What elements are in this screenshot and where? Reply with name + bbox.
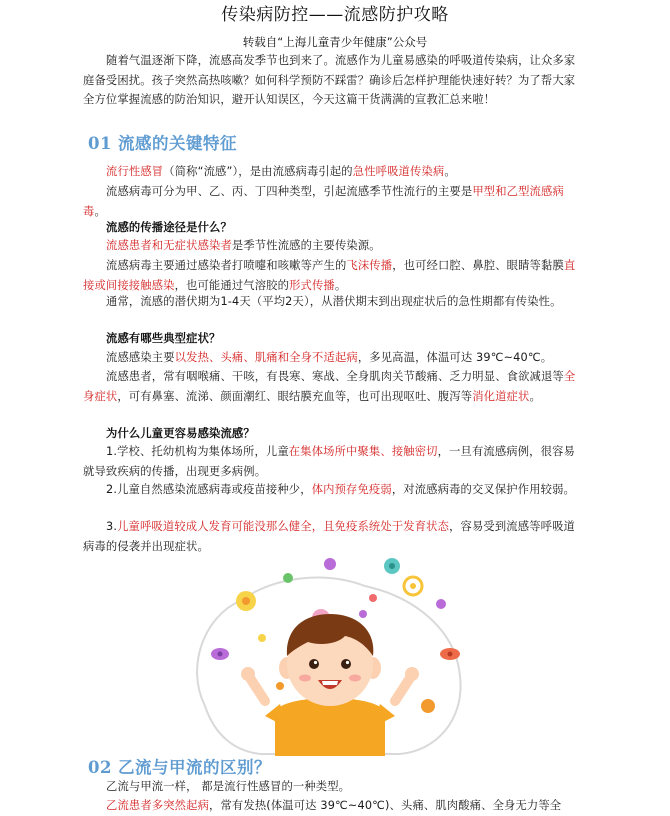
virus-icon bbox=[283, 573, 293, 583]
virus-icon bbox=[369, 594, 377, 602]
paragraph-other-symptoms: 流感患者，常有咽喉痛、干咳，有畏寒、寒战、全身肌肉关节酸痛、乏力明显、食欲减退等全身症状，可有鼻塞、流涕、颜面潮红、眼结膜充血等，也可出现呕吐、腹泻等消化道症状。 bbox=[83, 370, 576, 403]
paragraph-definition: 流行性感冒（简称“流感”），是由流感病毒引起的急性呼吸道传染病。 bbox=[106, 165, 456, 178]
paragraph-transmission: 流感病毒主要通过感染者打喷嚏和咳嗽等产生的飞沫传播，也可经口腔、鼻腔、眼睛等黏膜直接或间接接触感染，也可能通过气溶胶的形式传播。 bbox=[83, 259, 576, 292]
intro-paragraph: 随着气温逐渐下降，流感高发季节也到来了。流感作为儿童易感染的呼吸道传染病，让众多家庭备受困扰。孩子突然高热咳嗽？如何科学预防不踩雷？确诊后怎样护理能快速好转？为了帮大家全方位掌握流感的防治知识，避开认知误区，今天这篇干货满满的宣教汇总来啦！ bbox=[83, 54, 576, 106]
paragraph-source: 流感患者和无症状感染者是季节性流感的主要传染源。 bbox=[106, 239, 381, 252]
question-children: 为什么儿童更容易感染流感？ bbox=[106, 427, 255, 440]
child-with-viruses-illustration bbox=[180, 556, 480, 756]
virus-icon bbox=[440, 648, 460, 660]
paragraph-symptoms: 流感感染主要以发热、头痛、肌痛和全身不适起病，多见高温，体温可达 39℃~40℃。 bbox=[106, 351, 553, 364]
virus-icon bbox=[211, 648, 229, 660]
paragraph-reason-1: 1.学校、托幼机构为集体场所，儿童在集体场所中聚集、接触密切，一旦有流感病例，很容易就导致疾病的传播，出现更多病例。 bbox=[83, 445, 575, 478]
source-line: 转载自“上海儿童青少年健康”公众号 bbox=[242, 35, 428, 49]
virus-icon bbox=[258, 634, 266, 642]
paragraph-incubation: 通常，流感的潜伏期为1-4天（平均2天），从潜伏期末到出现症状后的急性期都有传染性。 bbox=[106, 295, 562, 308]
virus-icon bbox=[421, 699, 435, 713]
virus-icon bbox=[276, 682, 284, 690]
section-heading-2 bbox=[88, 757, 271, 779]
paragraph-reason-3: 3.儿童呼吸道较成人发育可能没那么健全，且免疫系统处于发育状态，容易受到流感等呼吸道病毒的侵袭并出现症状。 bbox=[83, 520, 575, 553]
section-heading-1 bbox=[88, 133, 237, 155]
paragraph-flu-b-onset: 乙流患者多突然起病，常有发热(体温可达 39℃~40℃)、头痛、肌肉酸痛、全身无力等全 bbox=[106, 799, 562, 812]
question-transmission: 流感的传播途径是什么？ bbox=[106, 221, 232, 234]
paragraph-reason-2: 2.儿童自然感染流感病毒或疫苗接种少，体内预存免疫弱，对流感病毒的交叉保护作用较弱。 bbox=[106, 483, 575, 496]
paragraph-types: 流感病毒可分为甲、乙、丙、丁四种类型，引起流感季节性流行的主要是甲型和乙型流感病毒。 bbox=[83, 185, 564, 218]
paragraph-flu-b-type: 乙流与甲流一样， 都是流行性感冒的一种类型。 bbox=[106, 780, 351, 793]
virus-icon bbox=[404, 577, 422, 595]
section-number: 02 bbox=[88, 758, 112, 777]
section-title: 乙流与甲流的区别？ bbox=[117, 758, 271, 777]
virus-icon bbox=[384, 558, 400, 574]
question-symptoms: 流感有哪些典型症状？ bbox=[106, 332, 221, 345]
section-title: 流感的关键特征 bbox=[117, 134, 237, 153]
virus-icon bbox=[436, 599, 446, 609]
virus-icon bbox=[359, 610, 367, 618]
virus-icon bbox=[236, 591, 256, 611]
section-number: 01 bbox=[88, 134, 112, 153]
document-title: 传染病防控——流感防护攻略 bbox=[221, 5, 449, 25]
virus-icon bbox=[324, 558, 336, 570]
